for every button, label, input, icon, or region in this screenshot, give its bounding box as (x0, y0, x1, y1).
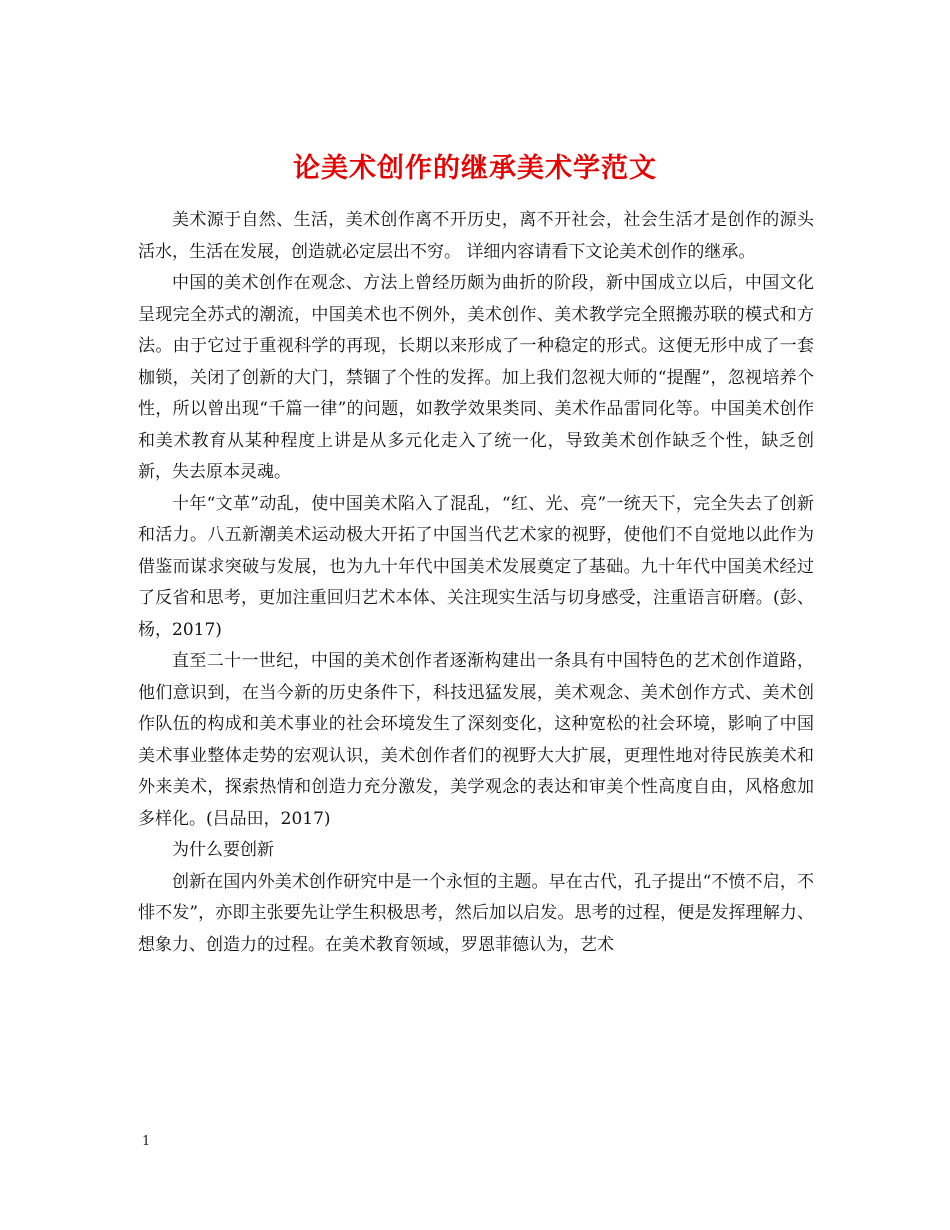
document-body (138, 205, 814, 961)
document-title: 论美术创作的继承美术学范文 (293, 153, 657, 185)
paragraph-1: 美术源于自然、生活，美术创作离不开历史，离不开社会，社会生活才是创作的源头活水，生活在发展，创造就必定层出不穷。 详细内容请看下文论美术创作的继承。 (138, 210, 814, 262)
paragraph-3: 十年“文革”动乱，使中国美术陷入了混乱，“红、光、亮”一统天下，完全失去了创新和活力。八五新潮美术运动极大开拓了中国当代艺术家的视野，使他们不自觉地以此作为借鉴而谋求突破与发展，也为九十年代中国美术发展奠定了基础。九十年代中国美术经过了反省和思考，更加注重回归艺术本体、关注现实生活与切身感受，注重语言研磨。(彭、杨，2017) (138, 493, 814, 640)
paragraph-5: 创新在国内外美术创作研究中是一个永恒的主题。早在古代，孔子提出“不愤不启，不悱不发”，亦即主张要先让学生积极思考，然后加以启发。思考的过程，便是发挥理解力、想象力、创造力的过程。在美术教育领域，罗恩菲德认为，艺术 (138, 871, 814, 955)
section-heading-why-innovate: 为什么要创新 (172, 840, 274, 860)
paragraph-4: 直至二十一世纪，中国的美术创作者逐渐构建出一条具有中国特色的艺术创作道路，他们意识到，在当今新的历史条件下，科技迅猛发展，美术观念、美术创作方式、美术创作队伍的构成和美术事业的社会环境发生了深刻变化，这种宽松的社会环境，影响了中国美术事业整体走势的宏观认识，美术创作者们的视野大大扩展，更理性地对待民族美术和外来美术，探索热情和创造力充分激发，美学观念的表达和审美个性高度自由，风格愈加多样化。(吕品田，2017) (138, 651, 814, 829)
paragraph-2: 中国的美术创作在观念、方法上曾经历颇为曲折的阶段，新中国成立以后，中国文化呈现完全苏式的潮流，中国美术也不例外，美术创作、美术教学完全照搬苏联的模式和方法。由于它过于重视科学的再现，长期以来形成了一种稳定的形式。这便无形中成了一套枷锁，关闭了创新的大门，禁锢了个性的发挥。加上我们忽视大师的“提醒”，忽视培养个性，所以曾出现“千篇一律”的问题，如教学效果类同、美术作品雷同化等。中国美术创作和美术教育从某种程度上讲是从多元化走入了统一化，导致美术创作缺乏个性，缺乏创新，失去原本灵魂。 (138, 273, 814, 482)
page-number: 1 (142, 1134, 151, 1149)
